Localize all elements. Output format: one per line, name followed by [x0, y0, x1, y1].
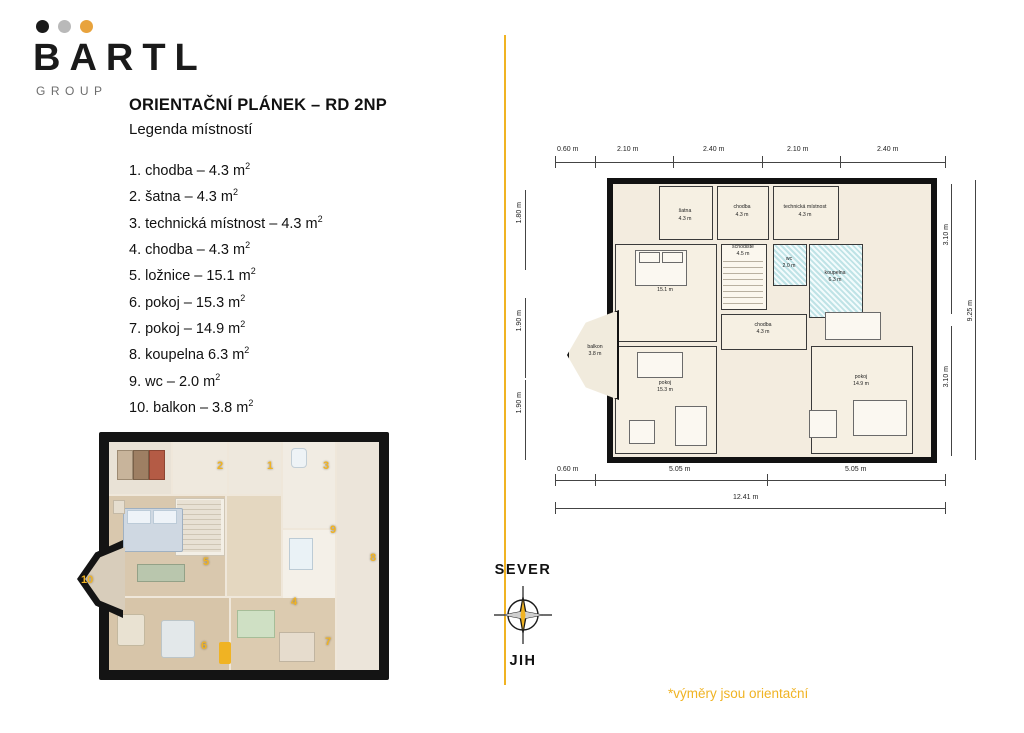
top-dim-3: 2.40 m: [703, 146, 725, 153]
furniture-toilet: [291, 448, 307, 468]
legend-list: [129, 156, 459, 419]
compass: [468, 562, 578, 669]
brand-name: BARTL: [33, 37, 207, 79]
top-dim-5: 2.40 m: [877, 146, 899, 153]
legend-sup-1: 2: [245, 161, 251, 171]
legend-sup-5: 2: [250, 266, 256, 277]
room2d-pokoj-149-area: 14.9 m: [853, 381, 869, 387]
furniture-armchair: [117, 614, 145, 646]
legend-item-9: 9. wc – 2.0 m: [129, 373, 216, 390]
legend-sup-4: 2: [245, 239, 251, 250]
room2d-loznice-area: 15.1 m: [657, 287, 673, 293]
furniture-pillow-right: [153, 510, 177, 524]
legend-sup-2: 2: [232, 187, 238, 198]
list-item: [129, 261, 459, 287]
legend-sup-3: 2: [317, 213, 323, 224]
room2d-wc-label: wc: [785, 256, 793, 262]
room-number-3: 3: [323, 460, 330, 472]
legend-item-4: 4. chodba – 4.3 m: [129, 241, 246, 258]
furniture-wardrobe-1: [117, 450, 133, 480]
room2d-satna-label: šatna: [678, 208, 692, 214]
room-number-1: 1: [267, 460, 274, 472]
legend-item-7: 7. pokoj – 14.9 m: [129, 320, 241, 337]
room-number-2: 2: [217, 460, 224, 472]
total-width-label: 12.41 m: [733, 494, 759, 501]
list-item: [129, 235, 459, 261]
list-item: [129, 314, 459, 340]
furniture-accent: [219, 642, 231, 664]
furniture2d-armchair: [629, 420, 655, 444]
list-item: [129, 209, 459, 235]
room2d-technicka-area: 4.3 m: [798, 212, 812, 218]
logo-dot-grey-icon: [58, 20, 71, 33]
room3d-chodba-2: [227, 496, 281, 596]
list-item: [129, 288, 459, 314]
legend-item-6: 6. pokoj – 15.3 m: [129, 294, 241, 311]
furniture-table: [279, 632, 315, 662]
compass-rose-icon: [492, 584, 554, 646]
plan2d-stair-treads: [723, 256, 763, 306]
room2d-chodba-1-label: chodba: [733, 204, 751, 210]
plan3d-interior: [109, 442, 379, 670]
right-dim-line-1: [951, 184, 952, 314]
furniture-pillow-left: [127, 510, 151, 524]
legend-item-10: 10. balkon – 3.8 m: [129, 399, 249, 416]
plan3d-stair-treads: [177, 500, 221, 552]
legend-sup-8: 2: [244, 345, 250, 356]
room2d-chodba-2-label: chodba: [754, 322, 772, 328]
legend-item-3: 3. technická místnost – 4.3 m: [129, 215, 318, 232]
room-number-8: 8: [370, 552, 377, 564]
room2d-schodiste-label: schodiště: [732, 244, 754, 250]
furniture2d-desk: [637, 352, 683, 378]
floorplan-2d: [555, 140, 995, 540]
left-dim-3: [516, 380, 534, 460]
brand-logo: [33, 20, 207, 98]
room-number-6: 6: [201, 640, 208, 652]
room2d-pokoj-153-area: 15.3 m: [657, 387, 673, 393]
compass-south-label: JIH: [509, 653, 537, 669]
bottom-dim-3: 5.05 m: [845, 466, 867, 473]
room2d-koupelna-area: 6.3 m: [828, 277, 842, 283]
furniture2d-chair: [809, 410, 837, 438]
room2d-balkon-label: balkon: [587, 344, 603, 350]
left-dim-3-label: 1.90 m: [516, 392, 523, 414]
bottom-dim-2: 5.05 m: [669, 466, 691, 473]
room2d-chodba-1-area: 4.3 m: [735, 212, 749, 218]
room2d-satna-area: 4.3 m: [678, 216, 692, 222]
room2d-chodba-2-area: 4.3 m: [756, 329, 770, 335]
furniture-desk: [137, 564, 185, 582]
left-dim-1-label: 1.80 m: [516, 202, 523, 224]
top-dim-1: 0.60 m: [557, 146, 579, 153]
room2d-pokoj-153-label: pokoj: [658, 380, 672, 386]
room-number-5: 5: [203, 556, 210, 568]
room2d-koupelna-label: koupelna: [824, 270, 846, 276]
room3d-technicka: [229, 442, 281, 494]
room2d-pokoj-149-label: pokoj: [854, 374, 868, 380]
top-dim-2: 2.10 m: [617, 146, 639, 153]
furniture-nightstand: [113, 500, 125, 514]
bottom-dim-line: [555, 480, 945, 481]
furniture2d-pillow-right: [662, 252, 683, 263]
compass-north-label: SEVER: [494, 562, 552, 578]
legend-sup-9: 2: [215, 371, 221, 382]
logo-dot-orange-icon: [80, 20, 93, 33]
room2d-schodiste-area: 4.5 m: [736, 251, 750, 257]
room-number-10: 10: [81, 574, 94, 586]
left-dim-1: [516, 190, 534, 270]
plan2d-interior: [613, 184, 931, 457]
furniture2d-bed-2: [853, 400, 907, 436]
furniture2d-sofa: [675, 406, 707, 446]
footnote: *výměry jsou orientační: [668, 686, 809, 701]
room2d-wc-area: 2.0 m: [782, 263, 796, 269]
list-item: [129, 367, 459, 393]
furniture-rug: [237, 610, 275, 638]
room2d-technicka-label: technická místnost: [783, 204, 827, 210]
furniture-sofa: [161, 620, 195, 658]
room2d-balkon-area: 3.8 m: [588, 351, 602, 357]
page-title: ORIENTAČNÍ PLÁNEK – RD 2NP: [129, 96, 387, 114]
left-dim-2: [516, 298, 534, 378]
furniture-wardrobe-2: [133, 450, 149, 480]
legend-item-2: 2. šatna – 4.3 m: [129, 189, 233, 206]
room-number-9: 9: [330, 524, 337, 536]
furniture-wardrobe-3: [149, 450, 165, 480]
legend-item-1: 1. chodba – 4.3 m: [129, 162, 246, 179]
legend-panel: [129, 96, 459, 459]
legend-sup-6: 2: [240, 292, 246, 303]
left-dim-2-label: 1.90 m: [516, 310, 523, 332]
top-dim-line: [555, 162, 945, 163]
legend-sup-7: 2: [240, 318, 246, 329]
right-dim-line-2: [951, 326, 952, 456]
logo-dot-dark-icon: [36, 20, 49, 33]
right-dim-1: 3.10 m: [943, 224, 950, 246]
bottom-dim-1: 0.60 m: [557, 466, 579, 473]
right-total-line: [975, 180, 976, 460]
room-number-4: 4: [291, 596, 298, 608]
brand-subtitle: GROUP: [36, 84, 108, 98]
legend-item-8: 8. koupelna 6.3 m: [129, 347, 245, 364]
furniture-bathtub: [289, 538, 313, 570]
floorplan-3d: [63, 428, 433, 694]
right-total-label: 9.25 m: [967, 300, 974, 322]
total-dim-line: [555, 508, 945, 509]
list-item: [129, 182, 459, 208]
legend-heading: Legenda místností: [129, 121, 253, 138]
list-item: [129, 393, 459, 419]
logo-dots: [36, 20, 207, 33]
legend-item-5: 5. ložnice – 15.1 m: [129, 268, 251, 285]
furniture2d-pillow-left: [639, 252, 660, 263]
room-number-7: 7: [325, 636, 332, 648]
right-dim-2: 3.10 m: [943, 366, 950, 388]
list-item: [129, 340, 459, 366]
legend-sup-10: 2: [248, 397, 254, 408]
furniture2d-table: [825, 312, 881, 340]
list-item: [129, 156, 459, 182]
top-dim-4: 2.10 m: [787, 146, 809, 153]
